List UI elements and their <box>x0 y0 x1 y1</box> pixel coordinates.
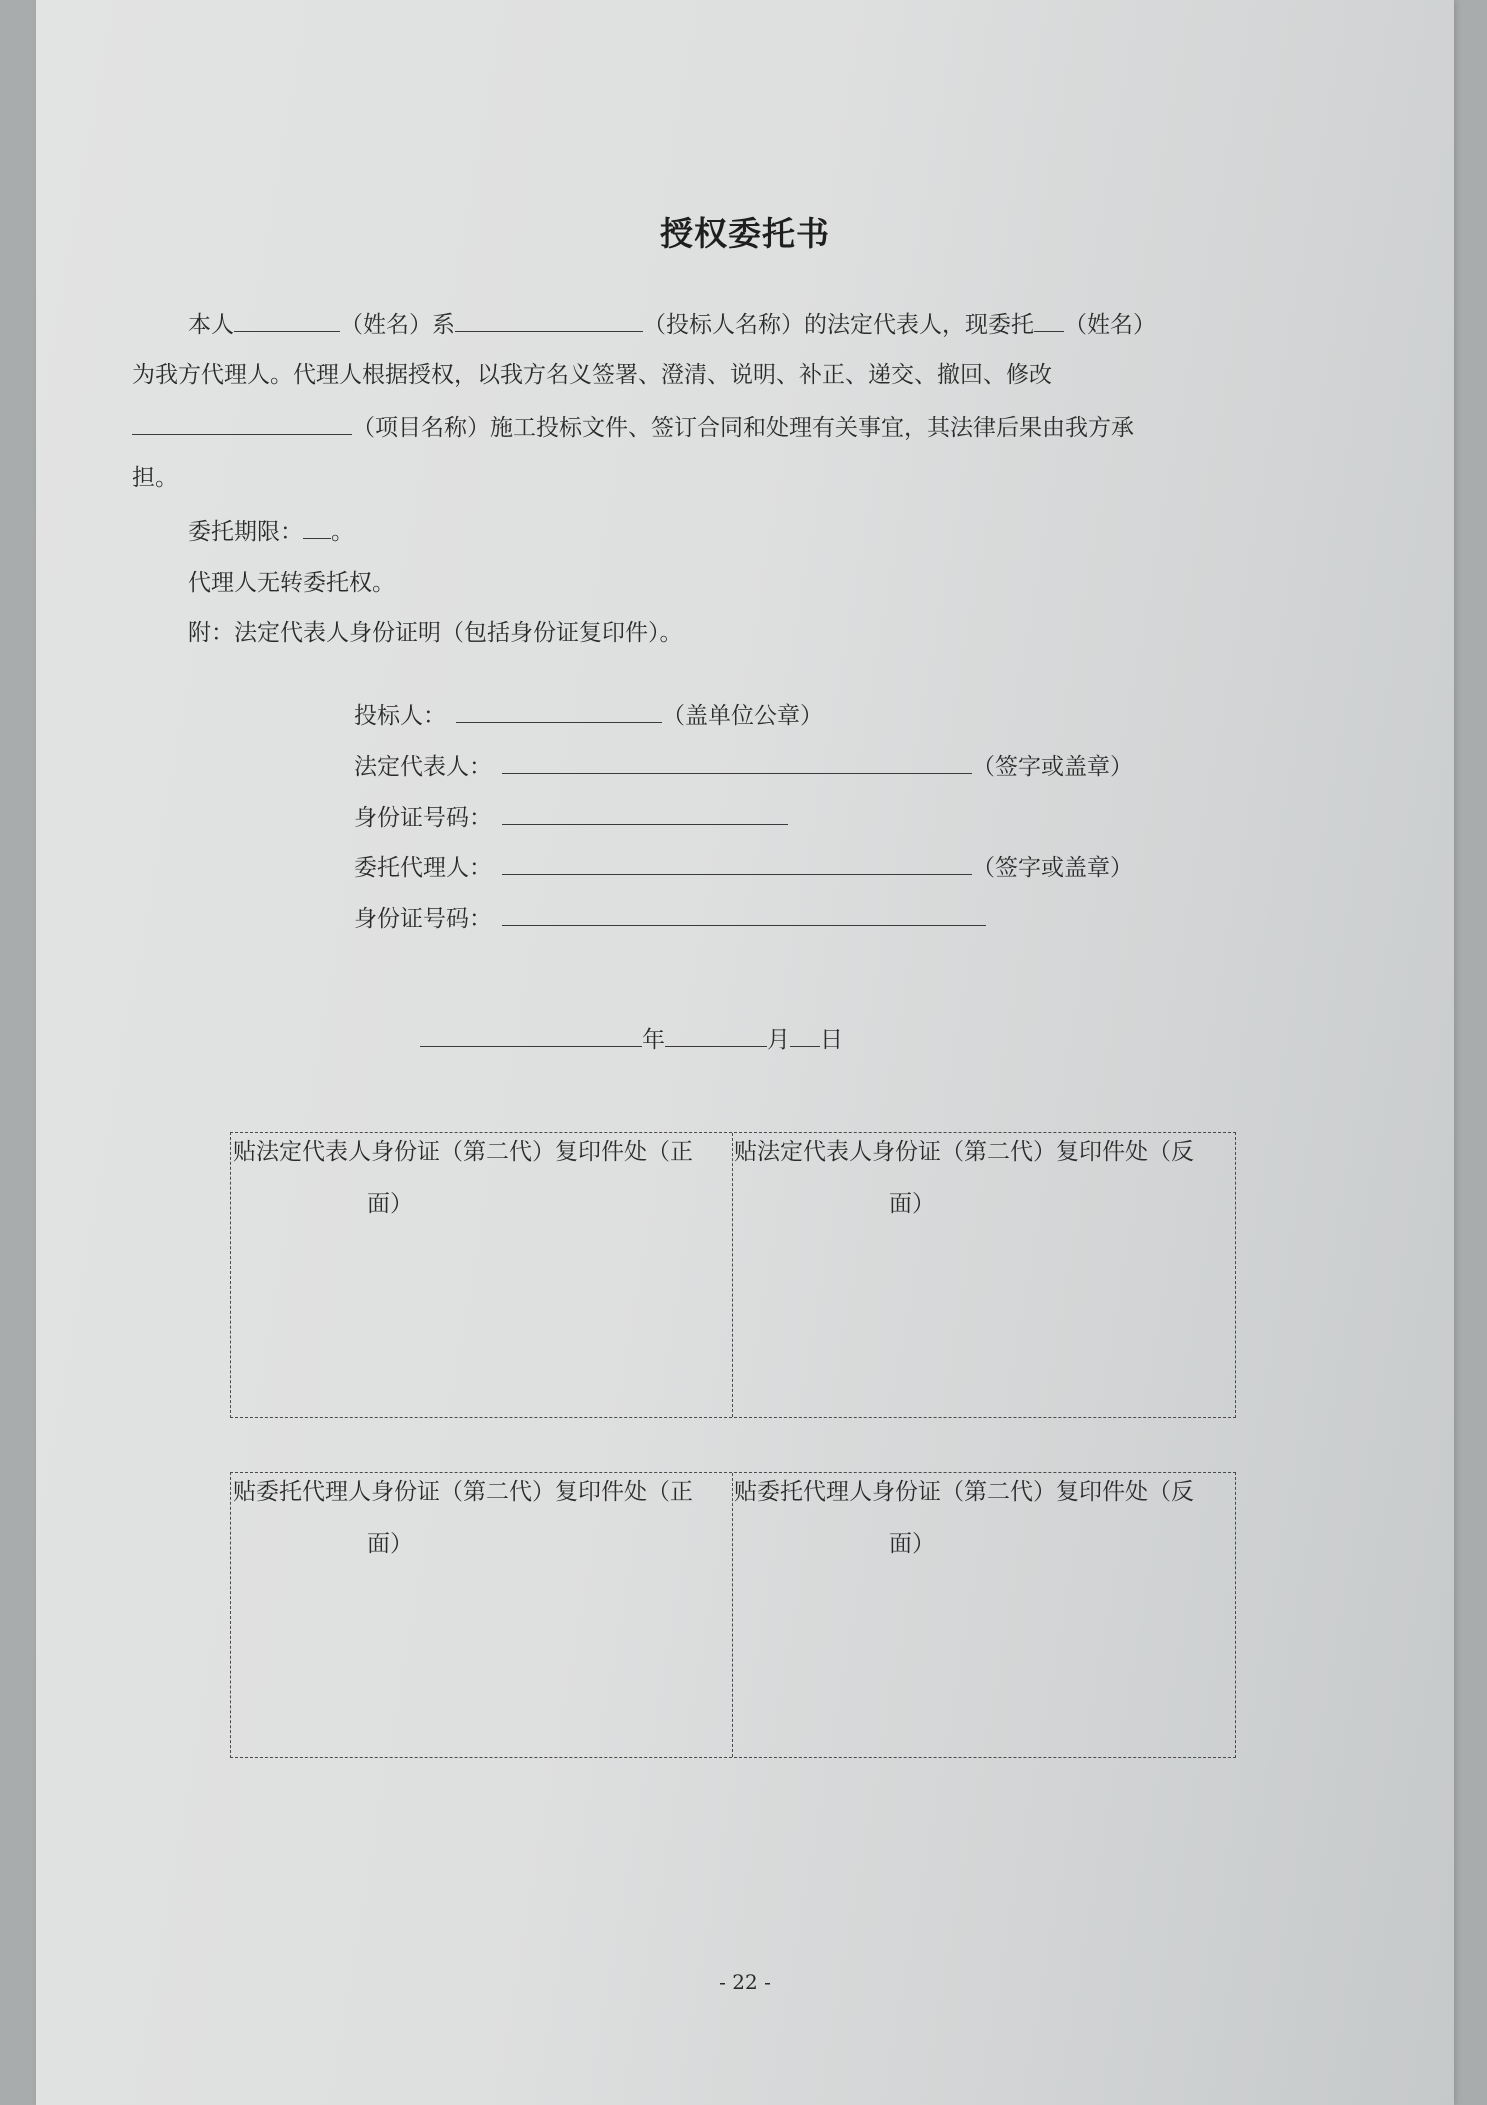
agent-name-blank[interactable] <box>1034 307 1064 332</box>
box-divider <box>732 1133 733 1417</box>
document-title: 授权委托书 <box>660 214 830 253</box>
agent-label: 委托代理人： <box>354 855 492 881</box>
month-label: 月 <box>767 1027 790 1053</box>
text-legal-rep-entrust: （投标人名称）的法定代表人，现委托 <box>643 312 1034 338</box>
agent-front-label-line-2: 面） <box>367 1531 413 1557</box>
paragraph-line-4: 担。 <box>132 465 178 491</box>
legal-back-label-line-1: 贴法定代表人身份证（第二代）复印件处（反 <box>734 1139 1194 1165</box>
term-blank[interactable] <box>303 514 331 539</box>
project-name-blank[interactable] <box>132 410 352 435</box>
day-blank[interactable] <box>790 1022 820 1047</box>
bidder-blank[interactable] <box>456 698 662 723</box>
name-blank[interactable] <box>234 307 340 332</box>
legal-back-label-line-2: 面） <box>889 1191 935 1217</box>
text-project-note: （项目名称）施工投标文件、签订合同和处理有关事宜，其法律后果由我方承 <box>352 415 1134 441</box>
agent-id-copy-box <box>230 1472 1236 1758</box>
bidder-note: （盖单位公章） <box>662 703 823 729</box>
id-label-agent: 身份证号码： <box>354 906 492 932</box>
box-divider <box>732 1473 733 1757</box>
id-label-legal-rep: 身份证号码： <box>354 805 492 831</box>
agent-line <box>354 850 1133 884</box>
paragraph-line-3 <box>132 410 1134 444</box>
agent-front-label-line-1: 贴委托代理人身份证（第二代）复印件处（正 <box>233 1479 693 1505</box>
agent-id-line <box>354 901 986 935</box>
term-line <box>188 514 354 548</box>
document-page <box>36 0 1454 2105</box>
paragraph-line-2: 为我方代理人。代理人根据授权，以我方名义签署、澄清、说明、补正、递交、撤回、修改 <box>132 362 1052 388</box>
no-transfer-line: 代理人无转委托权。 <box>188 570 395 596</box>
year-label: 年 <box>642 1027 665 1053</box>
legal-rep-note: （签字或盖章） <box>972 754 1133 780</box>
legal-rep-line <box>354 749 1133 783</box>
agent-back-label-line-1: 贴委托代理人身份证（第二代）复印件处（反 <box>734 1479 1194 1505</box>
agent-signature-blank[interactable] <box>502 850 972 875</box>
year-blank[interactable] <box>420 1022 642 1047</box>
paragraph-line-1 <box>188 307 1156 341</box>
text-name-note: （姓名） <box>1064 312 1156 338</box>
legal-rep-signature-blank[interactable] <box>502 749 972 774</box>
agent-back-label-line-2: 面） <box>889 1531 935 1557</box>
legal-rep-id-copy-box <box>230 1132 1236 1418</box>
page-number: - 22 - <box>719 1970 771 1994</box>
legal-rep-id-blank[interactable] <box>502 800 788 825</box>
term-suffix: 。 <box>331 519 354 545</box>
agent-id-blank[interactable] <box>502 901 986 926</box>
legal-front-label-line-2: 面） <box>367 1191 413 1217</box>
legal-rep-id-line <box>354 800 788 834</box>
term-label: 委托期限： <box>188 519 303 545</box>
bidder-label: 投标人： <box>354 703 446 729</box>
month-blank[interactable] <box>665 1022 767 1047</box>
legal-rep-label: 法定代表人： <box>354 754 492 780</box>
attachment-line: 附：法定代表人身份证明（包括身份证复印件）。 <box>188 620 683 646</box>
date-line <box>420 1022 843 1056</box>
text-ben-ren: 本人 <box>188 312 234 338</box>
day-label: 日 <box>820 1027 843 1053</box>
bidder-line <box>354 698 823 732</box>
agent-note: （签字或盖章） <box>972 855 1133 881</box>
legal-front-label-line-1: 贴法定代表人身份证（第二代）复印件处（正 <box>233 1139 693 1165</box>
text-name-relation: （姓名）系 <box>340 312 455 338</box>
bidder-name-blank[interactable] <box>455 307 643 332</box>
